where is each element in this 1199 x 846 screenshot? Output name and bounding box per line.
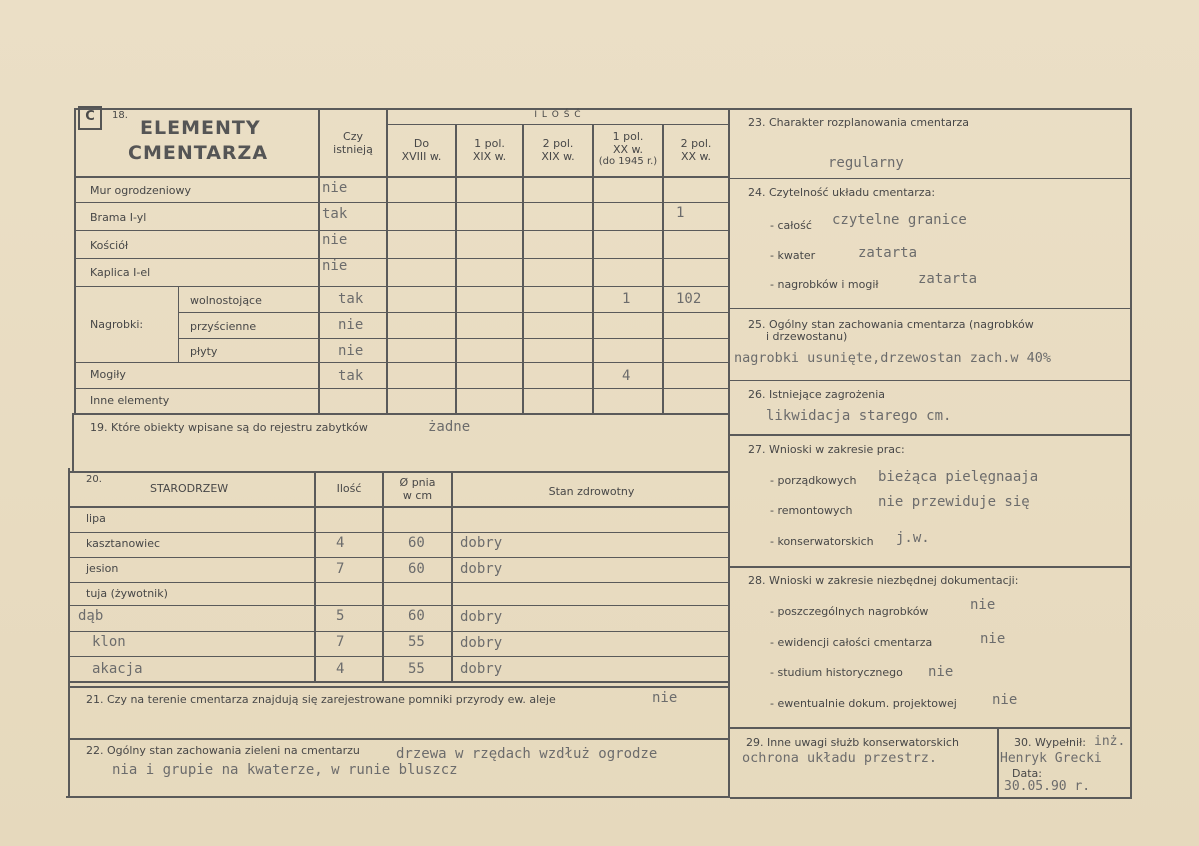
works-3-label: - konserwatorskich	[770, 535, 874, 548]
docs-4-label: - ewentualnie dokum. projektowej	[770, 697, 957, 710]
nagrobki-plyty-label: płyty	[190, 345, 218, 358]
col-exists-2: istnieją	[333, 143, 373, 156]
tree-tuja: tuja (żywotnik)	[86, 587, 168, 600]
line-h-18-4	[74, 286, 728, 287]
nagrobki-plyty-exists: nie	[338, 343, 364, 359]
line-h-18-2	[74, 230, 728, 231]
works-1-value: bieżąca pielęgnaaja	[878, 469, 1039, 485]
readability-2-value: zatarta	[858, 245, 918, 261]
line-h-18-7	[74, 362, 728, 363]
line-h-26-top	[728, 380, 1132, 381]
period-3-b: XIX w.	[541, 150, 575, 163]
works-label: 27. Wnioski w zakresie prac:	[748, 443, 905, 456]
line-ilosc-under	[386, 124, 728, 125]
date-label: Data:	[1012, 767, 1042, 780]
line-h-29-top	[728, 727, 1132, 729]
docs-1-label: - poszczególnych nagrobków	[770, 605, 929, 618]
line-h-20-6	[68, 656, 730, 657]
period-2-b: XIX w.	[472, 150, 507, 163]
threats-value: likwidacja starego cm.	[766, 408, 952, 424]
row-mur-label: Mur ogrodzeniowy	[90, 184, 191, 197]
threats-label: 26. Istniejące zagrożenia	[748, 388, 886, 401]
tree-dab: dąb	[78, 608, 104, 624]
line-v-30	[997, 727, 999, 797]
tree-klon-health: dobry	[460, 635, 503, 651]
tree-jesion: jesion	[86, 562, 119, 575]
nature-label: 21. Czy na terenie cmentarza znajdują się zarejestrowane pomniki przyrody ew. aleje	[86, 693, 556, 706]
row-kosciol-exists: nie	[322, 232, 348, 248]
period-5-a: 2 pol.	[680, 137, 712, 150]
line-h-18-3	[74, 258, 728, 259]
row-brama-exists: tak	[322, 206, 348, 222]
greenery-value-2: nia i grupie na kwaterze, w runie bluszcz	[112, 762, 458, 778]
tree-jesion-diam: 60	[408, 561, 425, 577]
period-4-c: (do 1945 r.)	[598, 156, 658, 167]
line-h-20-top	[68, 471, 730, 473]
line-v-20-diam	[382, 471, 384, 681]
line-h-20-4	[68, 605, 730, 606]
line-h-20-1	[68, 532, 730, 533]
greenery-value-1: drzewa w rzędach wzdłuż ogrodze	[396, 746, 658, 762]
docs-3-label: - studium historycznego	[770, 666, 903, 679]
line-v-p5	[662, 124, 664, 414]
period-4-a: 1 pol.	[612, 130, 644, 143]
period-5-b: XX w.	[680, 150, 712, 163]
tree-akacja-count: 4	[336, 661, 345, 677]
line-h-25-top	[728, 308, 1132, 309]
row-kaplica-label: Kaplica I-el	[90, 266, 151, 279]
line-v-p2	[455, 124, 457, 414]
row-kaplica-exists: nie	[322, 258, 348, 274]
tree-akacja-health: dobry	[460, 661, 503, 677]
nagrobki-przy-label: przyścienne	[190, 320, 257, 333]
tree-dab-health: dobry	[460, 609, 503, 625]
line-h-27-top	[728, 434, 1132, 436]
remarks-label: 29. Inne uwagi służb konserwatorskich	[746, 736, 959, 749]
readability-3-label: - nagrobków i mogił	[770, 278, 879, 291]
tree-klon-count: 7	[336, 634, 345, 650]
layout-label: 23. Charakter rozplanowania cmentarza	[748, 116, 969, 129]
docs-4-value: nie	[992, 692, 1018, 708]
elements-title-1: ELEMENTY	[140, 117, 261, 139]
section-letter: C	[78, 106, 102, 130]
row-mur-exists: nie	[322, 180, 348, 196]
tree-kasztanowiec-count: 4	[336, 535, 345, 551]
elements-number: 18.	[112, 110, 128, 121]
ilosc-header: I L O Ś Ć	[534, 110, 582, 120]
nature-value: nie	[652, 690, 678, 706]
line-v-p4	[592, 124, 594, 414]
tree-dab-diam: 60	[408, 608, 425, 624]
row-brama-label: Brama I-yl	[90, 211, 147, 224]
tree-jesion-count: 7	[336, 561, 345, 577]
nagrobki-label: Nagrobki:	[90, 318, 144, 331]
tree-klon-diam: 55	[408, 634, 425, 650]
line-h-18-1	[74, 202, 728, 203]
column-divider	[728, 108, 730, 798]
tree-jesion-health: dobry	[460, 561, 503, 577]
nagrobki-przy-exists: nie	[338, 317, 364, 333]
line-v-nagrobki	[178, 286, 179, 362]
mogily-p4: 4	[622, 368, 631, 384]
date-value: 30.05.90 r.	[1004, 779, 1091, 794]
row-brama-p5: 1	[676, 205, 685, 221]
trees-col-health: Stan zdrowotny	[548, 485, 635, 498]
tree-klon: klon	[92, 634, 126, 650]
line-v-p3	[522, 124, 524, 414]
period-1-b: XVIII w.	[401, 150, 442, 163]
line-h-19-top	[72, 413, 730, 415]
greenery-label: 22. Ogólny stan zachowania zieleni na cmentarzu	[86, 744, 360, 757]
readability-2-label: - kwater	[770, 249, 816, 262]
inne-label: Inne elementy	[90, 394, 170, 407]
line-h-18-5	[178, 312, 728, 313]
frame-left-upper	[74, 108, 76, 414]
line-v-19-left	[72, 413, 74, 473]
line-h-20-5	[68, 631, 730, 632]
readability-1-value: czytelne granice	[832, 212, 967, 228]
readability-1-label: - całość	[770, 219, 812, 232]
registry-label: 19. Które obiekty wpisane są do rejestru zabytków	[90, 421, 368, 434]
condition-label-1: 25. Ogólny stan zachowania cmentarza (nagrobków	[748, 318, 1034, 331]
line-h-22-top	[68, 738, 730, 740]
tree-kasztanowiec-diam: 60	[408, 535, 425, 551]
filled-name: Henryk Grecki	[1000, 751, 1102, 766]
nagrobki-wolno-label: wolnostojące	[190, 294, 262, 307]
period-2-a: 1 pol.	[474, 137, 505, 150]
tree-kasztanowiec-health: dobry	[460, 535, 503, 551]
tree-lipa: lipa	[86, 512, 106, 525]
nagrobki-wolno-p4: 1	[622, 291, 631, 307]
filled-prefix: inż.	[1094, 734, 1126, 749]
works-2-label: - remontowych	[770, 504, 853, 517]
works-1-label: - porządkowych	[770, 474, 857, 487]
docs-3-value: nie	[928, 664, 954, 680]
condition-value: nagrobki usunięte,drzewostan zach.w 40%	[734, 350, 1051, 366]
layout-value: regularny	[828, 155, 904, 171]
line-v-20-count	[314, 471, 316, 681]
remarks-value: ochrona układu przestrz.	[742, 750, 938, 766]
line-h-20-0	[68, 506, 730, 508]
tree-akacja: akacja	[92, 661, 143, 677]
filled-label: 30. Wypełnił:	[1014, 736, 1086, 749]
trees-col-count: Ilość	[336, 482, 362, 495]
line-v-20-health	[451, 471, 453, 681]
line-h-20-7	[68, 681, 730, 683]
trees-col-diam-2: w cm	[402, 489, 433, 502]
period-3-a: 2 pol.	[542, 137, 574, 150]
tree-dab-count: 5	[336, 608, 345, 624]
line-h-28-top	[728, 566, 1132, 568]
works-3-value: j.w.	[896, 530, 930, 546]
line-h-18-8	[74, 388, 728, 389]
docs-2-value: nie	[980, 631, 1006, 647]
mogily-label: Mogiły	[90, 368, 126, 381]
works-2-value: nie przewiduje się	[878, 494, 1030, 510]
frame-right	[1130, 108, 1132, 798]
tree-akacja-diam: 55	[408, 661, 425, 677]
tree-kasztanowiec: kasztanowiec	[86, 537, 161, 550]
frame-bottom-left	[66, 796, 730, 798]
line-h-21-top	[68, 686, 730, 688]
docs-2-label: - ewidencji całości cmentarza	[770, 636, 933, 649]
line-h-20-3	[68, 582, 730, 583]
readability-3-value: zatarta	[918, 271, 978, 287]
line-h-18-6	[178, 338, 728, 339]
nagrobki-wolno-exists: tak	[338, 291, 364, 307]
docs-1-value: nie	[970, 597, 996, 613]
registry-value: żadne	[428, 419, 471, 435]
mogily-exists: tak	[338, 368, 364, 384]
docs-label: 28. Wnioski w zakresie niezbędnej dokumentacji:	[748, 574, 1019, 587]
line-h-24-top	[728, 178, 1132, 179]
col-exists-1: Czy	[343, 130, 363, 143]
condition-label-2: i drzewostanu)	[766, 330, 848, 343]
trees-header: STARODRZEW	[150, 482, 229, 495]
trees-number: 20.	[86, 474, 102, 485]
readability-label: 24. Czytelność układu cmentarza:	[748, 186, 936, 199]
row-kosciol-label: Kościół	[90, 239, 129, 252]
period-4-b: XX w.	[612, 143, 644, 156]
nagrobki-wolno-p5: 102	[676, 291, 702, 307]
trees-col-diam-1: Ø pnia	[399, 476, 436, 489]
elements-title-2: CMENTARZA	[128, 142, 269, 164]
line-h-18-0	[74, 176, 728, 178]
line-h-20-2	[68, 557, 730, 558]
frame-bottom-right	[730, 797, 1132, 799]
frame-left-lower	[68, 468, 70, 796]
period-1-a: Do	[413, 137, 430, 150]
